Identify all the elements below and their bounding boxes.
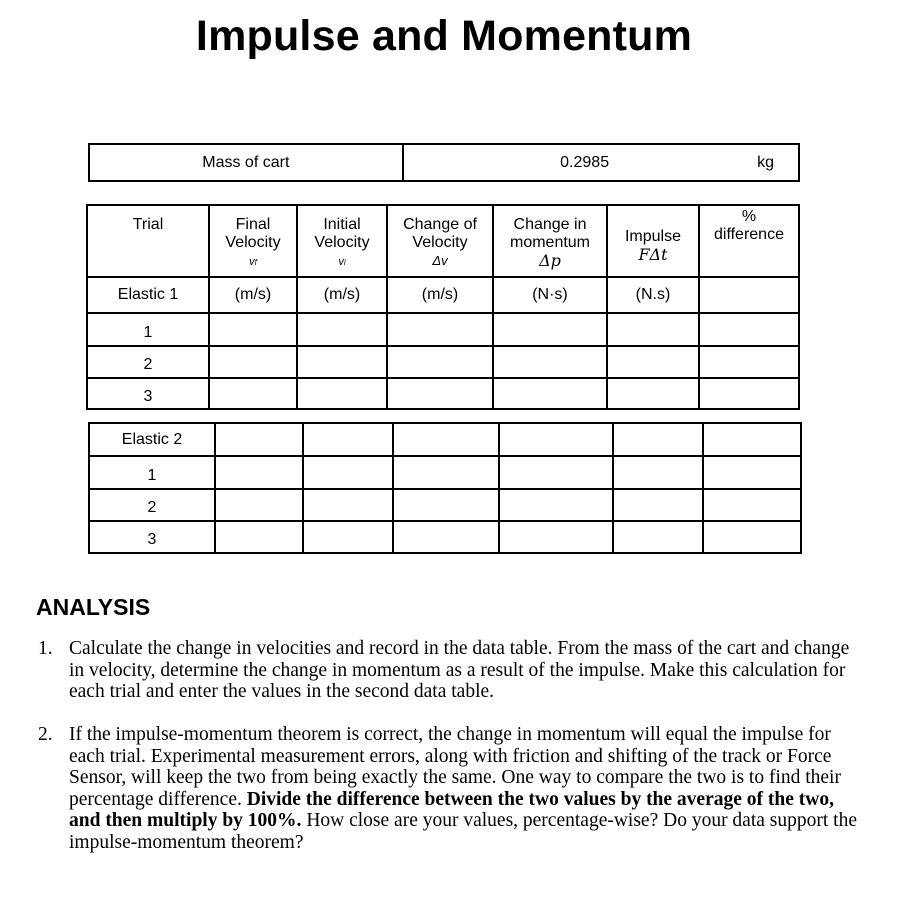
- header-impulse: Impulse FΔt: [607, 205, 699, 277]
- data-cell[interactable]: [607, 313, 699, 346]
- trial-label: 3: [89, 521, 215, 553]
- page-title: Impulse and Momentum: [195, 12, 693, 60]
- unit-change-momentum: (N·s): [493, 277, 607, 313]
- data-cell[interactable]: [703, 456, 801, 489]
- data-cell[interactable]: [393, 521, 499, 553]
- data-cell[interactable]: [699, 378, 799, 409]
- analysis-item-1: [38, 638, 868, 703]
- elastic-1-table: [86, 204, 800, 410]
- data-cell[interactable]: [493, 346, 607, 378]
- header-trial: Trial: [87, 205, 209, 277]
- data-cell[interactable]: [613, 489, 703, 521]
- unit-initial: (m/s): [297, 277, 387, 313]
- trial-label: 1: [87, 313, 209, 346]
- header-change-momentum: Change in momentum Δp: [493, 205, 607, 277]
- data-cell[interactable]: [387, 313, 493, 346]
- data-cell[interactable]: [613, 423, 703, 456]
- data-cell[interactable]: [613, 521, 703, 553]
- data-cell[interactable]: [303, 489, 393, 521]
- data-cell[interactable]: [393, 489, 499, 521]
- data-cell[interactable]: [209, 346, 297, 378]
- data-cell[interactable]: [297, 378, 387, 409]
- data-cell[interactable]: [493, 378, 607, 409]
- data-cell[interactable]: [607, 378, 699, 409]
- mass-table: [88, 143, 800, 182]
- data-cell[interactable]: [297, 346, 387, 378]
- header-final-velocity: Final Velocity vf: [209, 205, 297, 277]
- data-cell[interactable]: [703, 423, 801, 456]
- item-number: 2.: [38, 724, 53, 745]
- data-cell[interactable]: [699, 346, 799, 378]
- data-cell[interactable]: [499, 521, 613, 553]
- unit-final: (m/s): [209, 277, 297, 313]
- data-cell[interactable]: [215, 423, 303, 456]
- data-cell[interactable]: [215, 456, 303, 489]
- data-cell[interactable]: [387, 378, 493, 409]
- data-cell[interactable]: [297, 313, 387, 346]
- data-cell[interactable]: [215, 489, 303, 521]
- data-cell[interactable]: [703, 489, 801, 521]
- data-cell[interactable]: [393, 456, 499, 489]
- data-cell[interactable]: [387, 346, 493, 378]
- trial-label: 2: [87, 346, 209, 378]
- elastic-2-table: [88, 422, 802, 554]
- group-label-elastic-2: Elastic 2: [89, 423, 215, 456]
- mass-unit: kg: [757, 144, 799, 181]
- unit-impulse: (N.s): [607, 277, 699, 313]
- unit-change-velocity: (m/s): [387, 277, 493, 313]
- unit-percent: [699, 277, 799, 313]
- mass-label: Mass of cart: [89, 144, 403, 181]
- analysis-item-2: [38, 724, 868, 853]
- data-cell[interactable]: [393, 423, 499, 456]
- data-cell[interactable]: [607, 346, 699, 378]
- data-cell[interactable]: [303, 456, 393, 489]
- data-cell[interactable]: [699, 313, 799, 346]
- header-change-velocity: Change of Velocity Δv: [387, 205, 493, 277]
- data-cell[interactable]: [493, 313, 607, 346]
- trial-label: 3: [87, 378, 209, 409]
- item-text: If the impulse-momentum theorem is correct, the change in momentum will equal the impulse for each trial. Experimental measurement errors, along with friction and shifting of the track or Force Sensor, will keep the two from being exactly the same. One way to compare the two is to find their percentage difference. Divide the difference between the two values by the average of the two, and then multiply by 100%. How close are your values, percentage-wise? Do your data support the impulse-momentum theorem?: [69, 724, 857, 853]
- data-cell[interactable]: [303, 521, 393, 553]
- analysis-heading: ANALYSIS: [36, 594, 151, 620]
- data-cell[interactable]: [215, 521, 303, 553]
- mass-value: 0.2985: [403, 144, 757, 181]
- data-cell[interactable]: [703, 521, 801, 553]
- trial-label: 2: [89, 489, 215, 521]
- item-number: 1.: [38, 638, 53, 659]
- data-cell[interactable]: [209, 313, 297, 346]
- item-text: Calculate the change in velocities and record in the data table. From the mass of the cart and change in velocity, determine the change in momentum as a result of the impulse. Make this calculation for each trial and enter the values in the second data table.: [69, 638, 850, 702]
- data-cell[interactable]: [499, 423, 613, 456]
- header-initial-velocity: Initial Velocity vi: [297, 205, 387, 277]
- group-label-elastic-1: Elastic 1: [87, 277, 209, 313]
- header-percent-difference: % difference: [699, 205, 799, 277]
- trial-label: 1: [89, 456, 215, 489]
- data-cell[interactable]: [499, 489, 613, 521]
- data-cell[interactable]: [303, 423, 393, 456]
- data-cell[interactable]: [613, 456, 703, 489]
- data-cell[interactable]: [209, 378, 297, 409]
- data-cell[interactable]: [499, 456, 613, 489]
